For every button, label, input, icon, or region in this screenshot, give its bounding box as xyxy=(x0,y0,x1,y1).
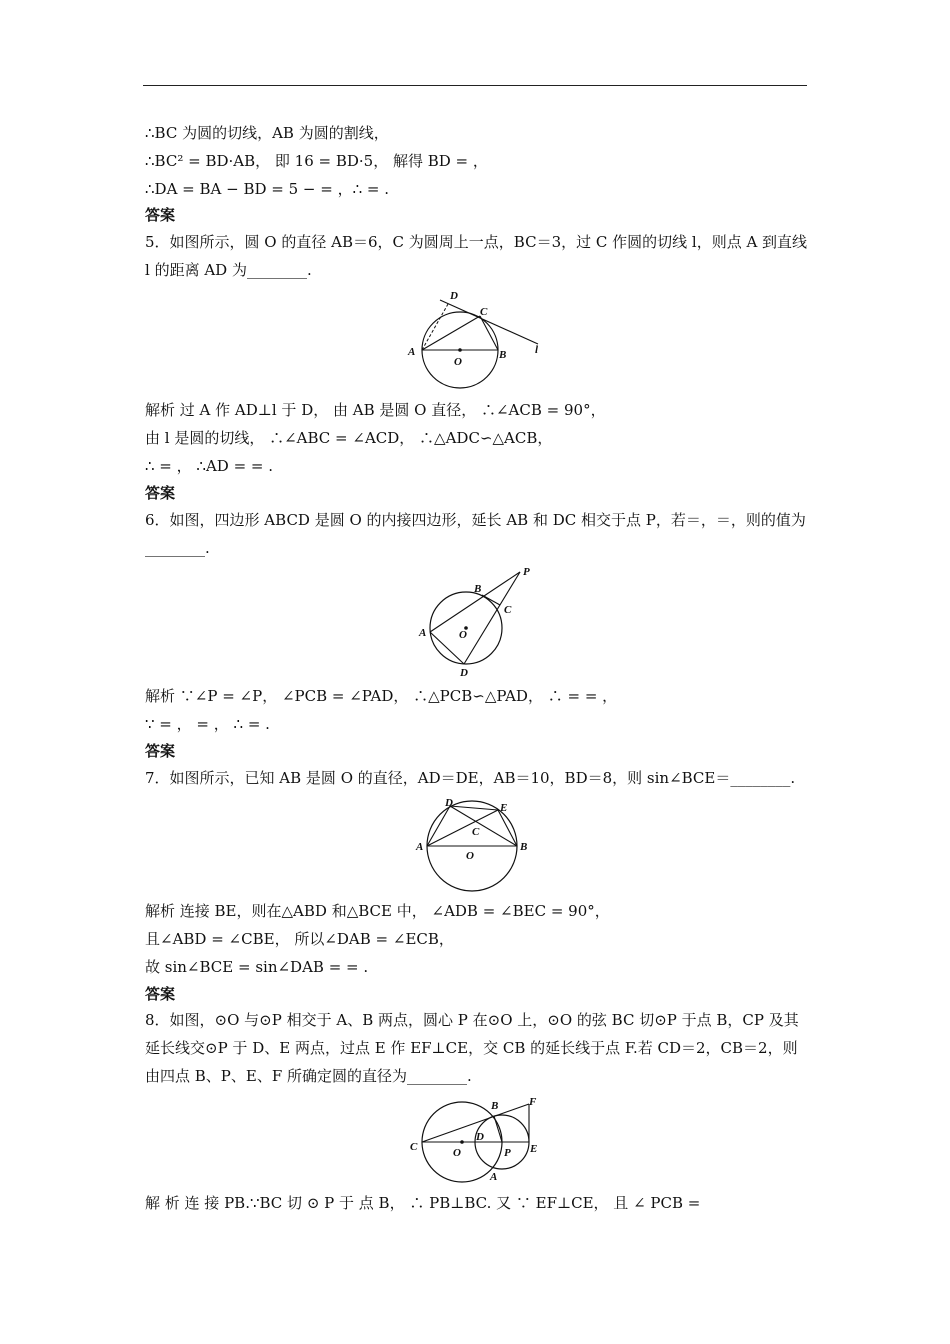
fig5-label: D xyxy=(450,290,458,302)
solution-8-line-1: 解 析 连 接 PB.∵BC 切 ⊙ P 于 点 B， ∴ PB⊥BC. 又 ∵ EF⊥CE， 且 ∠ PCB = xyxy=(145,1194,701,1212)
fig6-label: B xyxy=(474,583,482,595)
figure-6-diagram xyxy=(410,562,540,680)
fig7-label: C xyxy=(472,826,480,838)
answer-label: 答案 xyxy=(145,742,176,760)
question-6-line-2: ________. xyxy=(145,539,210,557)
question-8-line-1: 8．如图，⊙O 与⊙P 相交于 A、B 两点，圆心 P 在⊙O 上，⊙O 的弦 BC 切⊙P 于点 B，CP 及其 xyxy=(145,1011,799,1029)
figure-8-diagram xyxy=(404,1092,552,1184)
fig8-label: B xyxy=(491,1100,499,1112)
text-line: ∴DA = BA − BD = 5 − = ，∴ = . xyxy=(145,180,390,198)
fig5-label: l xyxy=(535,344,539,356)
fig7-label: A xyxy=(416,841,424,853)
fig8-label: A xyxy=(490,1171,498,1183)
fig8-label: D xyxy=(476,1131,484,1143)
figure-5-diagram xyxy=(400,288,550,396)
fig5-label: O xyxy=(454,356,462,368)
fig7-label: B xyxy=(520,841,528,853)
fig6-label: D xyxy=(460,667,468,679)
question-5-line-2: l 的距离 AD 为________. xyxy=(145,261,312,279)
fig8-label: E xyxy=(530,1143,538,1155)
question-8-line-2: 延长线交⊙P 于 D、E 两点，过点 E 作 EF⊥CE，交 CB 的延长线于点 F.若 CD＝2，CB＝2，则 xyxy=(145,1039,798,1057)
answer-label: 答案 xyxy=(145,206,176,224)
solution-7-line-3: 故 sin∠BCE = sin∠DAB = = . xyxy=(145,958,369,976)
fig7-label: O xyxy=(466,850,474,862)
answer-label: 答案 xyxy=(145,484,176,502)
question-5-line-1: 5．如图所示，圆 O 的直径 AB＝6，C 为圆周上一点，BC＝3，过 C 作圆的切线 l，则点 A 到直线 xyxy=(145,233,808,251)
fig8-label: C xyxy=(410,1141,418,1153)
text-line: ∴BC 为圆的切线，AB 为圆的割线， xyxy=(145,124,389,142)
solution-7-line-1: 解析 连接 BE，则在△ABD 和△BCE 中， ∠ADB = ∠BEC = 90°， xyxy=(145,902,610,920)
fig6-label: P xyxy=(523,566,530,578)
solution-5-line-1: 解析 过 A 作 AD⊥l 于 D， 由 AB 是圆 O 直径， ∴∠ACB = 90°， xyxy=(145,401,606,419)
solution-6-line-1: 解析 ∵∠P = ∠P， ∠PCB = ∠PAD， ∴△PCB∽△PAD， ∴ = = ， xyxy=(145,687,618,705)
fig5-label: B xyxy=(499,349,507,361)
fig8-label: F xyxy=(529,1096,537,1108)
solution-7-line-2: 且∠ABD = ∠CBE， 所以∠DAB = ∠ECB， xyxy=(145,930,454,948)
fig5-label: A xyxy=(408,346,416,358)
fig8-label: P xyxy=(504,1147,511,1159)
fig6-label: O xyxy=(459,629,467,641)
figure-7-diagram xyxy=(412,796,536,896)
question-6-line-1: 6．如图，四边形 ABCD 是圆 O 的内接四边形，延长 AB 和 DC 相交于点 P，若＝，＝，则的值为 xyxy=(145,511,806,529)
fig8-label: O xyxy=(453,1147,461,1159)
answer-label: 答案 xyxy=(145,985,176,1003)
solution-6-line-2: ∵ = ， = ， ∴ = . xyxy=(145,715,270,733)
fig7-label: D xyxy=(445,797,453,809)
header-rule xyxy=(143,85,807,86)
fig7-label: E xyxy=(500,802,508,814)
question-8-line-3: 由四点 B、P、E、F 所确定圆的直径为________. xyxy=(145,1067,472,1085)
fig6-label: A xyxy=(419,627,427,639)
solution-5-line-3: ∴ = ， ∴AD = = . xyxy=(145,457,274,475)
fig5-label: C xyxy=(480,306,488,318)
fig6-label: C xyxy=(504,604,512,616)
text-line: ∴BC² = BD·AB， 即 16 = BD·5， 解得 BD = ， xyxy=(145,152,488,170)
question-7-line-1: 7．如图所示，已知 AB 是圆 O 的直径，AD＝DE，AB＝10，BD＝8，则 sin∠BCE＝________. xyxy=(145,769,796,787)
solution-5-line-2: 由 l 是圆的切线， ∴∠ABC = ∠ACD， ∴△ADC∽△ACB， xyxy=(145,429,553,447)
